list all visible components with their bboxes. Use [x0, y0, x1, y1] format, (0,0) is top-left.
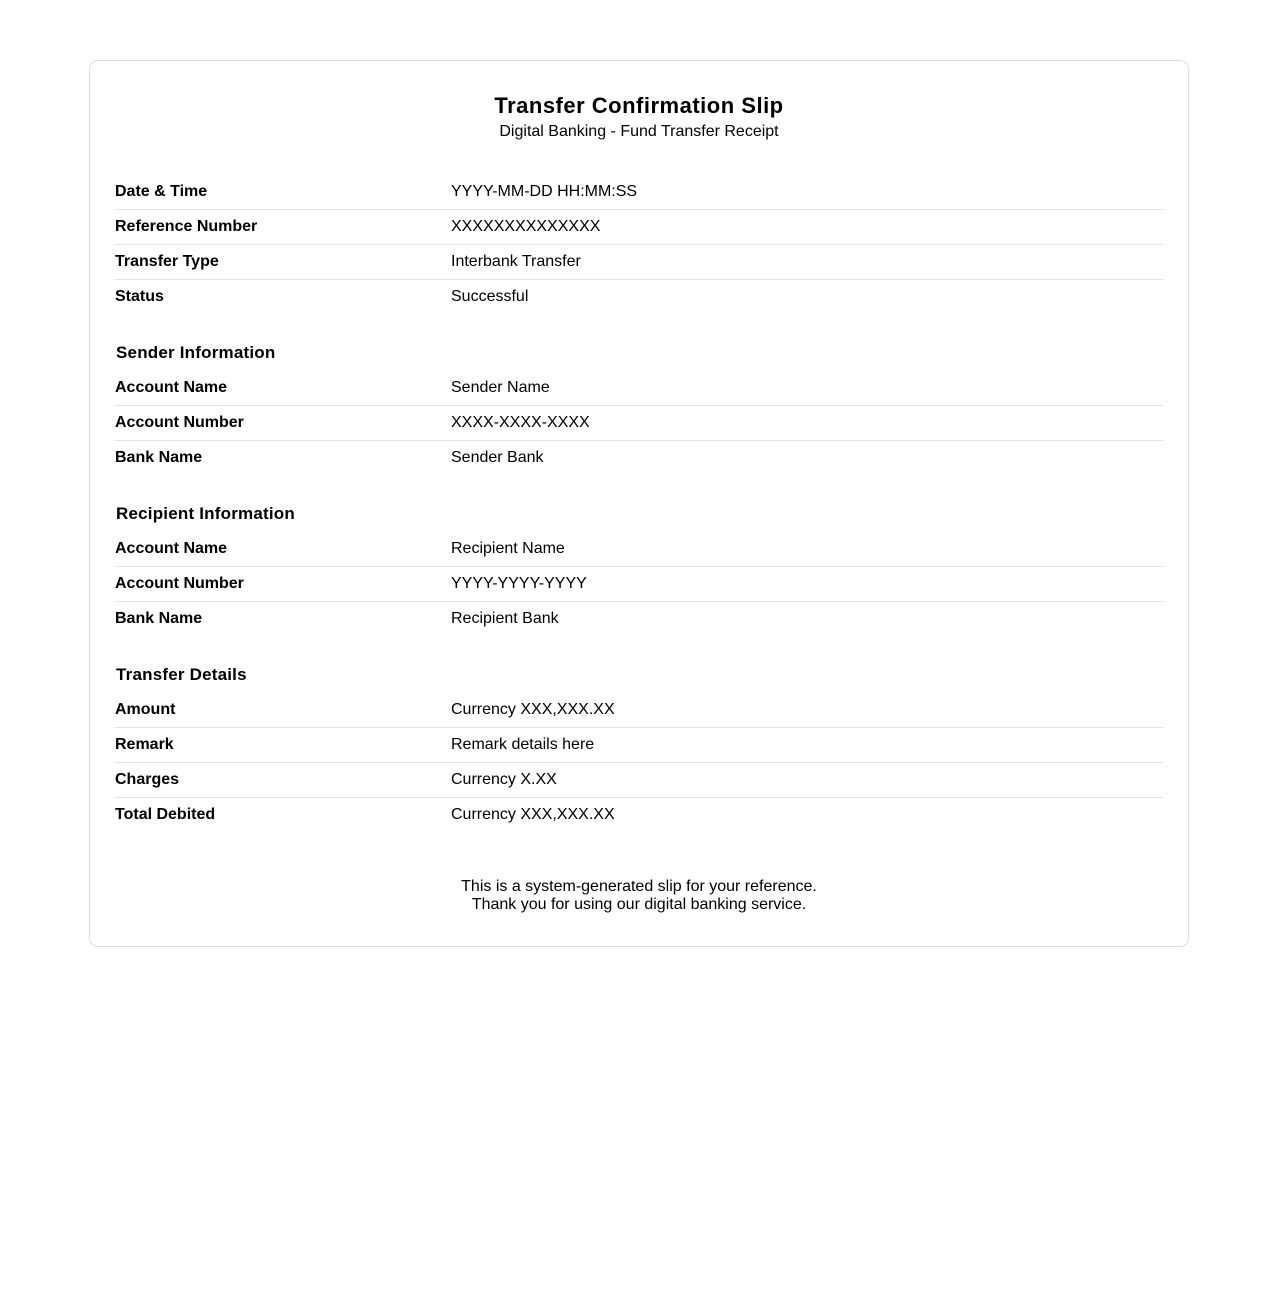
- recipient-table: [115, 532, 1163, 636]
- slip-header: [115, 92, 1163, 142]
- row-label: Date & Time: [115, 175, 451, 210]
- row-value: Currency X.XX: [451, 763, 1163, 798]
- row-label: Charges: [115, 763, 451, 798]
- footer-thanks: Thank you for using our digital banking service.: [471, 896, 807, 913]
- row-label: Bank Name: [115, 610, 203, 627]
- row-value: Recipient Name: [451, 532, 1163, 567]
- status-value: Successful: [451, 288, 529, 305]
- row-label: Account Name: [115, 371, 451, 406]
- slip-subtitle: Digital Banking - Fund Transfer Receipt: [499, 123, 779, 140]
- row-value: Currency XXX,XXX.XX: [451, 693, 1163, 728]
- table-row-remark: [115, 728, 1163, 763]
- sender-section: [115, 341, 1163, 475]
- table-row-charges: [115, 763, 1163, 798]
- row-value: Remark details here: [451, 728, 1163, 763]
- table-row-transfer-type: [115, 245, 1163, 280]
- row-label: Total Debited: [115, 806, 216, 823]
- table-row-sender-account-name: [115, 371, 1163, 406]
- section-title-sender: Sender Information: [116, 343, 276, 362]
- row-value: Sender Name: [451, 371, 1163, 406]
- row-label: Account Number: [115, 406, 451, 441]
- table-row-total-debited: [115, 798, 1163, 833]
- row-label: Account Name: [115, 532, 451, 567]
- row-value: YYYY-YYYY-YYYY: [451, 567, 1163, 602]
- slip-title: Transfer Confirmation Slip: [494, 93, 784, 118]
- row-label: Amount: [115, 693, 451, 728]
- table-row-reference-number: [115, 210, 1163, 245]
- table-row-amount: [115, 693, 1163, 728]
- summary-section: [115, 175, 1163, 314]
- table-row-status: [115, 280, 1163, 315]
- row-value: Sender Bank: [451, 449, 544, 466]
- row-value: XXXXXXXXXXXXXX: [451, 210, 1163, 245]
- row-value: Recipient Bank: [451, 610, 559, 627]
- row-label: Remark: [115, 728, 451, 763]
- slip-footer: [115, 878, 1163, 914]
- recipient-section: [115, 502, 1163, 636]
- transfer-details-section: [115, 663, 1163, 832]
- row-label: Account Number: [115, 567, 451, 602]
- summary-table: [115, 175, 1163, 314]
- footer-note: This is a system-generated slip for your reference.: [461, 878, 817, 895]
- table-row-recipient-bank-name: [115, 602, 1163, 637]
- section-title-recipient: Recipient Information: [116, 504, 295, 523]
- row-label: Status: [115, 288, 164, 305]
- sender-table: [115, 371, 1163, 475]
- row-label: Transfer Type: [115, 245, 451, 280]
- row-value: YYYY-MM-DD HH:MM:SS: [451, 175, 1163, 210]
- row-label: Bank Name: [115, 449, 203, 466]
- transfer-slip-card: [89, 60, 1189, 947]
- table-row-recipient-account-name: [115, 532, 1163, 567]
- section-title-transfer-details: Transfer Details: [116, 665, 247, 684]
- row-value: XXXX-XXXX-XXXX: [451, 406, 1163, 441]
- transfer-details-table: [115, 693, 1163, 832]
- table-row-recipient-account-number: [115, 567, 1163, 602]
- row-value: Currency XXX,XXX.XX: [451, 806, 615, 823]
- row-value: Interbank Transfer: [451, 245, 1163, 280]
- table-row-sender-account-number: [115, 406, 1163, 441]
- row-label: Reference Number: [115, 210, 451, 245]
- table-row-date-time: [115, 175, 1163, 210]
- table-row-sender-bank-name: [115, 441, 1163, 476]
